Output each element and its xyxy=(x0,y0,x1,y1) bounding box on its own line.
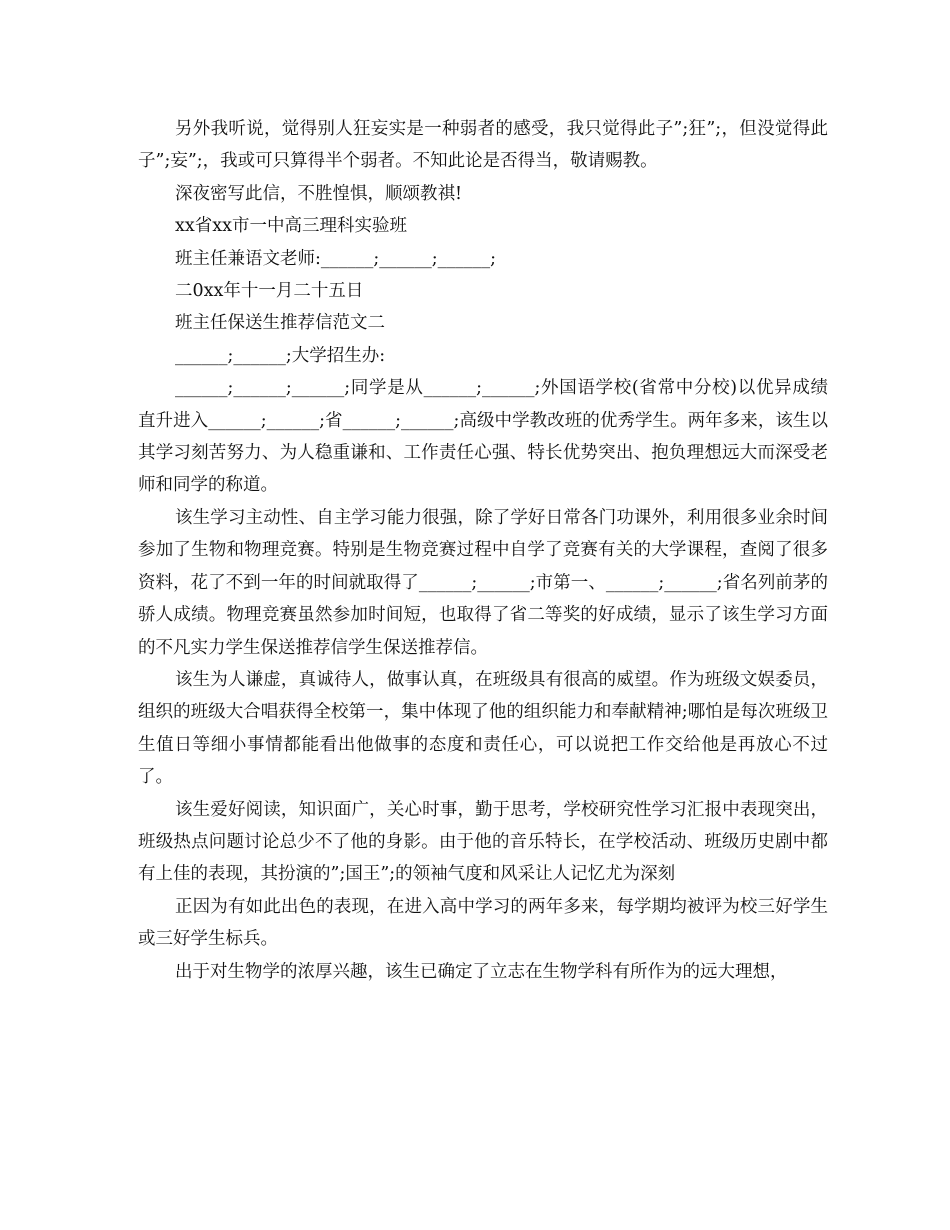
document-body xyxy=(138,113,828,988)
paragraph-addressee: ______;______;大学招生办: xyxy=(175,345,386,366)
paragraph-signature-teacher: 班主任兼语文老师:______;______;______; xyxy=(175,248,497,269)
paragraph-signature-school: xx省xx市一中高三理科实验班 xyxy=(175,216,407,237)
paragraph-closing-remark: 另外我听说，觉得别人狂妄实是一种弱者的感受，我只觉得此子”;狂”;，但没觉得此子”;妄”;，我或可只算得半个弱者。不知此论是否得当，敬请赐教。 xyxy=(138,119,828,172)
paragraph-honors: 正因为有如此出色的表现，在进入高中学习的两年多来，每学期均被评为校三好学生或三好学生标兵。 xyxy=(138,896,828,950)
paragraph-closing-salutation: 深夜密写此信，不胜惶惧，顺颂教祺! xyxy=(175,183,463,204)
paragraph-character: 该生为人谦虚，真诚待人，做事认真，在班级具有很高的威望。作为班级文娱委员，组织的班级大合唱获得全校第一，集中体现了他的组织能力和奉献精神;哪怕是每次班级卫生值日等细小事情都能看出他做事的态度和责任心，可以说把工作交给他是再放心不过了。 xyxy=(138,669,828,788)
paragraph-introduction: ______;______;______;同学是从______;______;外国语学校(省常中分校)以优异成绩直升进入______;______;省______;______;高级中学教改班的优秀学生。两年多来，该生以其学习刻苦努力、为人稳重谦和、工作责任心强、特长优势突出、抱负理想远大而深受老师和同学的称道。 xyxy=(138,378,828,496)
paragraph-aspiration: 出于对生物学的浓厚兴趣，该生已确定了立志在生物学科有所作为的远大理想， xyxy=(175,961,788,982)
paragraph-section-title: 班主任保送生推荐信范文二 xyxy=(175,313,385,334)
paragraph-interests: 该生爱好阅读，知识面广，关心时事，勤于思考，学校研究性学习汇报中表现突出，班级热点问题讨论总少不了他的身影。由于他的音乐特长，在学校活动、班级历史剧中都有上佳的表现，其扮演的”;国王”;的领袖气度和风采让人记忆尤为深刻 xyxy=(138,799,828,885)
paragraph-academics: 该生学习主动性、自主学习能力很强，除了学好日常各门功课外，利用很多业余时间参加了生物和物理竞赛。特别是生物竞赛过程中自学了竞赛有关的大学课程，查阅了很多资料，花了不到一年的时间就取得了______;______;市第一、______;______;省名列前茅的骄人成绩。物理竞赛虽然参加时间短，也取得了省二等奖的好成绩，显示了该生学习方面的不凡实力学生保送推荐信学生保送推荐信。 xyxy=(138,507,828,658)
paragraph-signature-date: 二0xx年十一月二十五日 xyxy=(175,281,364,302)
